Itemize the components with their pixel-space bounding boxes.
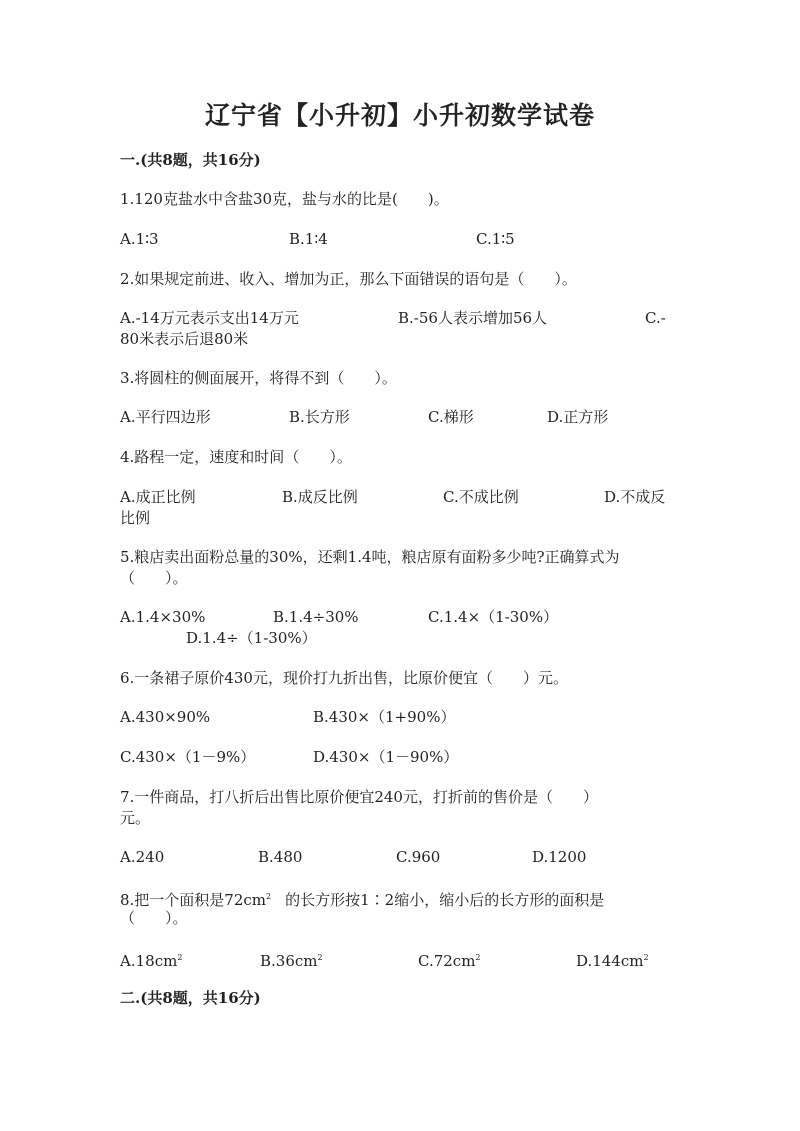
q4-option-d-cont: 比例 xyxy=(120,509,151,527)
q1-option-a: A.1∶3 xyxy=(120,230,159,248)
q8-option-b-text: B.36cm xyxy=(260,952,318,970)
q2-option-c-cont: 80米表示后退80米 xyxy=(120,330,249,348)
q4-option-d: D.不成反 xyxy=(604,488,666,506)
q8-option-b xyxy=(260,947,323,972)
q8-option-b-sup: 2 xyxy=(317,953,323,962)
question-1-stem: 1.120克盐水中含盐30克，盐与水的比是( )。 xyxy=(120,190,449,208)
question-8-stem-cont: （ ）。 xyxy=(120,909,188,927)
question-7-stem: 7.一件商品，打八折后出售比原价便宜240元，打折前的售价是（ ） xyxy=(120,788,598,806)
q7-option-c: C.960 xyxy=(396,848,441,866)
q3-option-b: B.长方形 xyxy=(289,408,350,426)
q8-option-d xyxy=(576,947,649,972)
q8-stem-part1: 8.把一个面积是72cm xyxy=(120,891,267,909)
q2-option-a: A.-14万元表示支出14万元 xyxy=(120,309,299,327)
q3-option-a: A.平行四边形 xyxy=(120,408,211,426)
q8-stem-part2: 的长方形按1∶2缩小，缩小后的长方形的面积是 xyxy=(285,891,605,909)
q5-option-b: B.1.4÷30% xyxy=(273,608,359,626)
q8-option-c-sup: 2 xyxy=(475,953,481,962)
q8-option-c xyxy=(418,947,481,972)
q6-option-d: D.430×（1－90%） xyxy=(313,748,459,766)
q8-stem-sup: 2 xyxy=(266,892,272,901)
q5-option-c: C.1.4×（1-30%） xyxy=(428,608,559,626)
question-7-stem-cont: 元。 xyxy=(120,809,151,827)
q8-option-a-text: A.18cm xyxy=(120,952,178,970)
question-6-stem: 6.一条裙子原价430元，现价打九折出售，比原价便宜（ ）元。 xyxy=(120,669,568,687)
q2-option-c: C.- xyxy=(645,309,666,327)
q3-option-d: D.正方形 xyxy=(547,408,609,426)
q6-option-b: B.430×（1+90%） xyxy=(313,708,456,726)
q8-option-c-text: C.72cm xyxy=(418,952,476,970)
q1-option-b: B.1∶4 xyxy=(289,230,328,248)
section-heading-1: 一.(共8题，共16分) xyxy=(120,151,261,169)
q7-option-b: B.480 xyxy=(258,848,303,866)
q7-option-a: A.240 xyxy=(120,848,165,866)
q7-option-d: D.1200 xyxy=(532,848,587,866)
question-5-stem: 5.粮店卖出面粉总量的30%，还剩1.4吨，粮店原有面粉多少吨?正确算式为 xyxy=(120,548,620,566)
question-3-stem: 3.将圆柱的侧面展开，将得不到（ ）。 xyxy=(120,369,397,387)
section-heading-2: 二.(共8题，共16分) xyxy=(120,989,261,1007)
q8-option-d-text: D.144cm xyxy=(576,952,644,970)
question-8-stem xyxy=(120,886,604,911)
question-2-stem: 2.如果规定前进、收入、增加为正，那么下面错误的语句是（ ）。 xyxy=(120,270,577,288)
question-4-stem: 4.路程一定，速度和时间（ ）。 xyxy=(120,448,352,466)
q2-option-b: B.-56人表示增加56人 xyxy=(398,309,548,327)
q4-option-c: C.不成比例 xyxy=(443,488,519,506)
question-5-stem-cont: （ ）。 xyxy=(120,569,188,587)
q6-option-a: A.430×90% xyxy=(120,708,211,726)
q8-option-a xyxy=(120,947,182,972)
q4-option-a: A.成正比例 xyxy=(120,488,196,506)
q1-option-c: C.1∶5 xyxy=(476,230,515,248)
q5-option-d: D.1.4÷（1-30%） xyxy=(186,629,317,647)
page-title: 辽宁省【小升初】小升初数学试卷 xyxy=(204,101,595,130)
q8-option-a-sup: 2 xyxy=(177,953,183,962)
q3-option-c: C.梯形 xyxy=(428,408,474,426)
q6-option-c: C.430×（1－9%） xyxy=(120,748,256,766)
q4-option-b: B.成反比例 xyxy=(282,488,358,506)
q5-option-a: A.1.4×30% xyxy=(120,608,206,626)
q8-option-d-sup: 2 xyxy=(643,953,649,962)
